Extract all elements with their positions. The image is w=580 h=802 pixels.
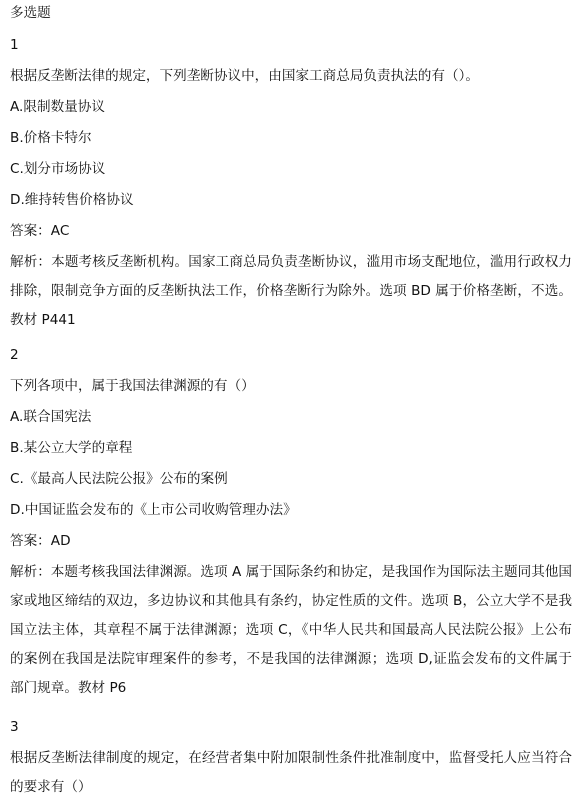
- section-title: 多选题: [10, 5, 51, 21]
- option-a: A.限制数量协议: [10, 99, 105, 115]
- answer: 答案：AD: [10, 533, 71, 549]
- option-a: A.联合国宪法: [10, 409, 92, 425]
- analysis: 解析：本题考核我国法律渊源。选项 A 属于国际条约和协定，是我国作为国际法主题同其他国家或地区缔结的双边，多边协议和其他具有条约，协定性质的文件。选项 B，公立大学不是我国立法主体，其章程不属于法律渊源；选项 C，《中华人民共和国最高人民法院公报》上公布的案例在我国是法院审理案件的参考，不是我国的法律渊源；选项 D,证监会发布的文件属于部门规章。教材 P6: [10, 564, 572, 696]
- option-c: C.划分市场协议: [10, 161, 106, 177]
- option-b: B.某公立大学的章程: [10, 440, 133, 456]
- option-d: D.维持转售价格协议: [10, 192, 134, 208]
- option-d: D.中国证监会发布的《上市公司收购管理办法》: [10, 502, 297, 518]
- question-stem: 根据反垄断法律制度的规定，在经营者集中附加限制性条件批准制度中，监督受托人应当符合的要求有（）: [10, 750, 572, 795]
- option-b: B.价格卡特尔: [10, 130, 92, 146]
- analysis: 解析：本题考核反垄断机构。国家工商总局负责垄断协议，滥用市场支配地位，滥用行政权力排除，限制竞争方面的反垄断执法工作，价格垄断行为除外。选项 BD 属于价格垄断，不选。教材 P441: [10, 254, 572, 328]
- answer: 答案：AC: [10, 223, 70, 239]
- question-number: 1: [10, 37, 19, 53]
- question-stem: 根据反垄断法律的规定，下列垄断协议中，由国家工商总局负责执法的有（）。: [10, 68, 479, 84]
- option-c: C.《最高人民法院公报》公布的案例: [10, 471, 228, 487]
- question-number: 2: [10, 347, 19, 363]
- question-number: 3: [10, 719, 19, 735]
- question-stem: 下列各项中，属于我国法律渊源的有（）: [10, 378, 255, 394]
